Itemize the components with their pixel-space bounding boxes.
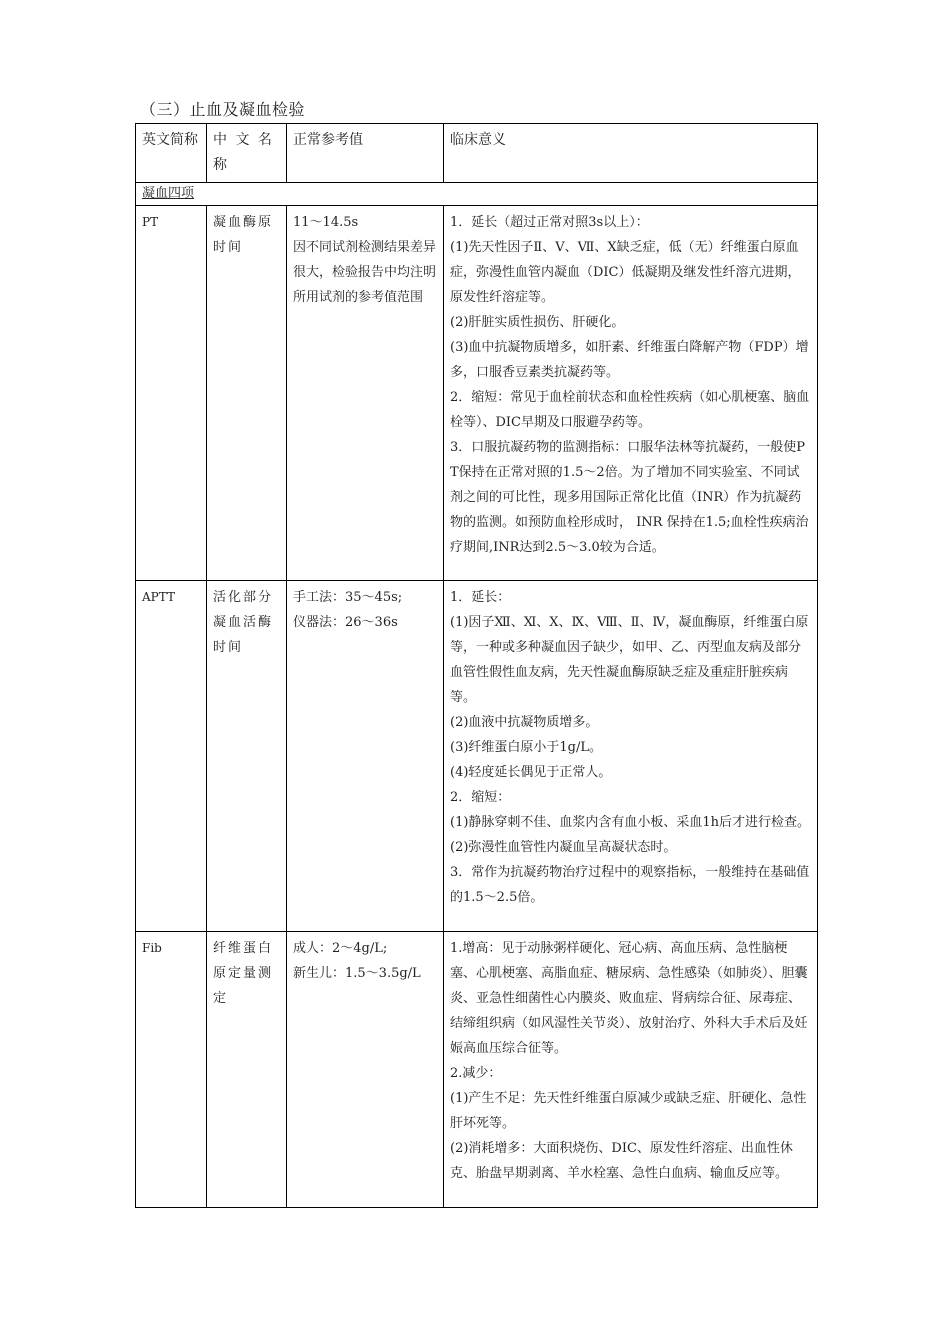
significance-line: (3)血中抗凝物质增多，如肝素、纤维蛋白降解产物（FDP）增多，口服香豆素类抗凝药等。 — [450, 340, 809, 380]
table-row — [136, 932, 818, 1208]
significance-line: 1．延长（超过正常对照3s以上）： — [450, 215, 649, 230]
name-cell: 活化部分凝血活酶时间 — [207, 581, 287, 932]
header-normal-range: 正常参考值 — [287, 124, 444, 183]
group-cell — [136, 183, 818, 206]
significance-line: (1)静脉穿刺不佳、血浆内含有血小板、采血1h后才进行检查。 — [450, 815, 811, 830]
significance-line: (1)先天性因子Ⅱ、Ⅴ、Ⅶ、Ⅹ缺乏症，低（无）纤维蛋白原血症，弥漫性血管内凝血（DIC）低凝期及继发性纤溶亢进期，原发性纤溶症等。 — [450, 240, 801, 305]
significance-line: 2．缩短： — [450, 790, 511, 805]
significance-line: (1)因子Ⅻ、Ⅺ、Ⅹ、Ⅸ、Ⅷ、Ⅱ、Ⅳ，凝血酶原，纤维蛋白原等，一种或多种凝血因子缺少，如甲、乙、丙型血友病及部分血管性假性血友病，先天性凝血酶原缺乏症及重症肝脏疾病等。 — [450, 615, 809, 705]
normal-line: 11～14.5s — [293, 215, 359, 230]
significance-line: 1．延长： — [450, 590, 511, 605]
header-chinese-name: 中 文 名 称 — [207, 124, 287, 183]
significance-line: (2)弥漫性血管性内凝血呈高凝状态时。 — [450, 840, 677, 855]
normal-line: 新生儿：1.5～3.5g/L — [293, 966, 421, 981]
group-label: 凝血四项 — [142, 186, 195, 201]
significance-line: (2)血液中抗凝物质增多。 — [450, 715, 599, 730]
significance-line: 2．缩短：常见于血栓前状态和血栓性疾病（如心肌梗塞、脑血栓等）、DIC早期及口服避孕药等。 — [450, 390, 810, 430]
significance-line: 2.减少： — [450, 1066, 502, 1081]
coagulation-table — [135, 123, 818, 1208]
table-header-row — [136, 124, 818, 183]
significance-line: (2)肝脏实质性损伤、肝硬化。 — [450, 315, 625, 330]
significance-cell — [444, 206, 818, 581]
section-title: （三）止血及凝血检验 — [140, 100, 306, 119]
table-row — [136, 581, 818, 932]
header-clinical-significance: 临床意义 — [444, 124, 818, 183]
significance-cell — [444, 932, 818, 1208]
name-cell: 凝血酶原时间 — [207, 206, 287, 581]
significance-line: (3)纤维蛋白原小于1g/L。 — [450, 740, 603, 755]
normal-cell — [287, 206, 444, 581]
normal-line: 手工法：35～45s; — [293, 590, 403, 605]
abbr-cell: APTT — [136, 581, 207, 932]
normal-cell — [287, 581, 444, 932]
significance-line: 3．常作为抗凝药物治疗过程中的观察指标，一般维持在基础值的1.5～2.5倍。 — [450, 865, 810, 905]
significance-line: (4)轻度延长偶见于正常人。 — [450, 765, 612, 780]
name-cell: 纤维蛋白原定量测定 — [207, 932, 287, 1208]
significance-line: (1)产生不足：先天性纤维蛋白原减少或缺乏症、肝硬化、急性肝坏死等。 — [450, 1091, 807, 1131]
significance-line: 3．口服抗凝药物的监测指标：口服华法林等抗凝药，一般使PT保持在正常对照的1.5～2倍。为了增加不同实验室、不同试剂之间的可比性，现多用国际正常化比值（INR）作为抗凝药物的监测。如预防血栓形成时， INR 保持在1.5;血栓性疾病治疗期间,INR达到2.5～3.0较为合适。 — [450, 440, 809, 555]
significance-cell — [444, 581, 818, 932]
significance-line: 1.增高：见于动脉粥样硬化、冠心病、高血压病、急性脑梗塞、心肌梗塞、高脂血症、糖尿病、急性感染（如肺炎）、胆囊炎、亚急性细菌性心内膜炎、败血症、肾病综合征、尿毒症、结缔组织病（如风湿性关节炎）、放射治疗、外科大手术后及妊娠高血压综合征等。 — [450, 941, 808, 1056]
normal-line: 因不同试剂检测结果差异很大，检验报告中均注明所用试剂的参考值范围 — [293, 240, 437, 305]
normal-line: 仪器法：26～36s — [293, 615, 398, 630]
normal-cell — [287, 932, 444, 1208]
table-row — [136, 206, 818, 581]
normal-line: 成人：2～4g/L; — [293, 941, 388, 956]
group-row — [136, 183, 818, 206]
header-english-abbr: 英文简称 — [136, 124, 207, 183]
abbr-cell: PT — [136, 206, 207, 581]
abbr-cell: Fib — [136, 932, 207, 1208]
significance-line: (2)消耗增多：大面积烧伤、DIC、原发性纤溶症、出血性休克、胎盘早期剥离、羊水栓塞、急性白血病、输血反应等。 — [450, 1141, 793, 1181]
